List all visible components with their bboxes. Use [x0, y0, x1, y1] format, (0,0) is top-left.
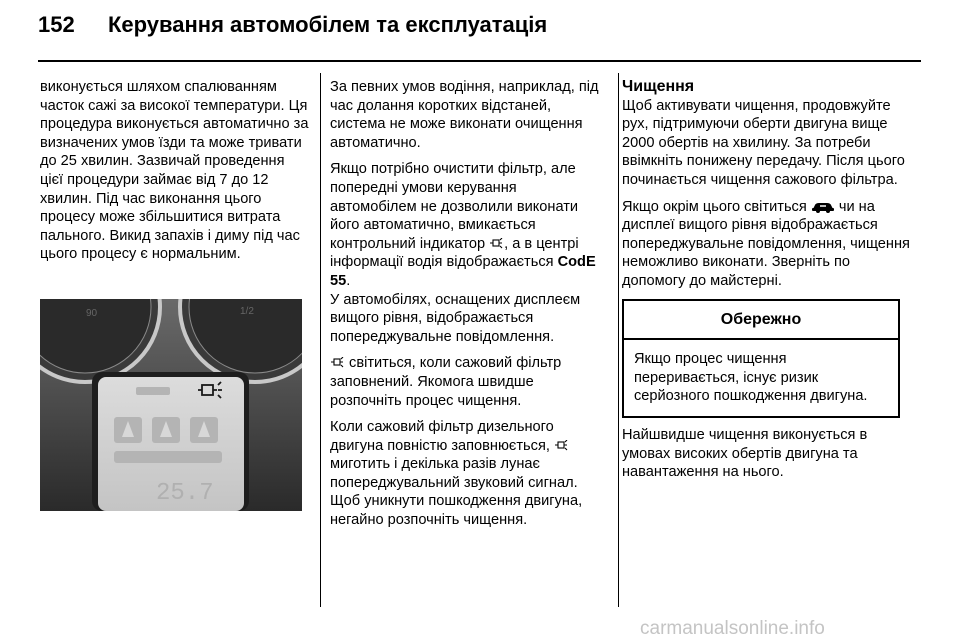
column-divider-1: [320, 73, 321, 607]
caution-title: Обережно: [624, 301, 898, 341]
display-value: 25.7: [156, 480, 214, 507]
instrument-cluster-illustration: [40, 299, 302, 511]
dpf-icon: [554, 440, 569, 451]
column-divider-2: [618, 73, 619, 607]
column-2: [330, 78, 605, 538]
dpf-icon: [489, 238, 504, 249]
car-service-icon: [811, 200, 835, 213]
paragraph-regeneration: виконується шляхом спалюванням часток сажі за високої температури. Ця процедура виконується автоматично за визначених умов їзди та може тривати до 25 хвилин. Зазвичай проведення цієї процедури займає від 7 до 12 хвилин. Під час виконання цього процесу може збільшитися витрата пального. Викид запахів і диму під час цього процесу є нормальним.: [40, 79, 309, 263]
page-number: 152: [38, 12, 75, 37]
dial-left-value: 90: [86, 308, 98, 319]
caution-text: Якщо процес чищення переривається, існує ризик серйозного пошкодження двигуна.: [634, 351, 868, 405]
caution-box: [622, 299, 900, 418]
dpf-icon: [330, 357, 345, 368]
column-3: [622, 78, 912, 490]
paragraph-lit: світиться, коли сажовий фільтр заповнений. Якомога швидше розпочніть процес чищення.: [330, 355, 562, 409]
paragraph-service: Якщо окрім цього світиться чи на дисплеї вищого рівня відображається попереджувальне повідомлення, чищення неможливо виконати. Зверніть по допомогу до майстерні.: [622, 198, 910, 289]
watermark: carmanualsonline.info: [640, 618, 825, 639]
dial-right-value: 1/2: [240, 306, 254, 317]
code-label: CodE 55: [330, 254, 596, 289]
page-title: Керування автомобілем та експлуатація: [108, 12, 548, 37]
paragraph-conditions: За певних умов водіння, наприклад, під час долання коротких відстаней, система не може виконати очищення автоматично.: [330, 79, 599, 151]
paragraph-activate: Щоб активувати чищення, продовжуйте рух, підтримуючи оберти двигуна вище 2000 обертів на хвилину. За потреби ввімкніть понижену передачу. Після цього починається чищення сажового фільтра.: [622, 97, 905, 188]
paragraph-flashing: Коли сажовий фільтр дизельного двигуна повністю заповнюється, миготить і декілька разів лунає попереджувальний звуковий сигнал. Щоб уникнути пошкодження двигуна, негайно розпочніть чищення.: [330, 419, 583, 529]
header-rule: [38, 60, 921, 62]
column-1: [40, 78, 310, 272]
paragraph-display: У автомобілях, оснащених дисплеєм вищого рівня, відображається попереджувальне повідомлення.: [330, 291, 581, 345]
section-heading: Чищення: [622, 78, 695, 95]
instrument-cluster-photo: [40, 299, 302, 511]
paragraph-indicator: Якщо потрібно очистити фільтр, але попередні умови керування автомобілем не дозволили виконати його автоматично, вмикається контрольний індикатор , а в центрі інформації водія відображається CodE 55.: [330, 161, 596, 289]
page-header: [38, 12, 547, 38]
paragraph-fastest: Найшвидше чищення виконується в умовах високих обертів двигуна та навантаження на нього.: [622, 426, 868, 481]
